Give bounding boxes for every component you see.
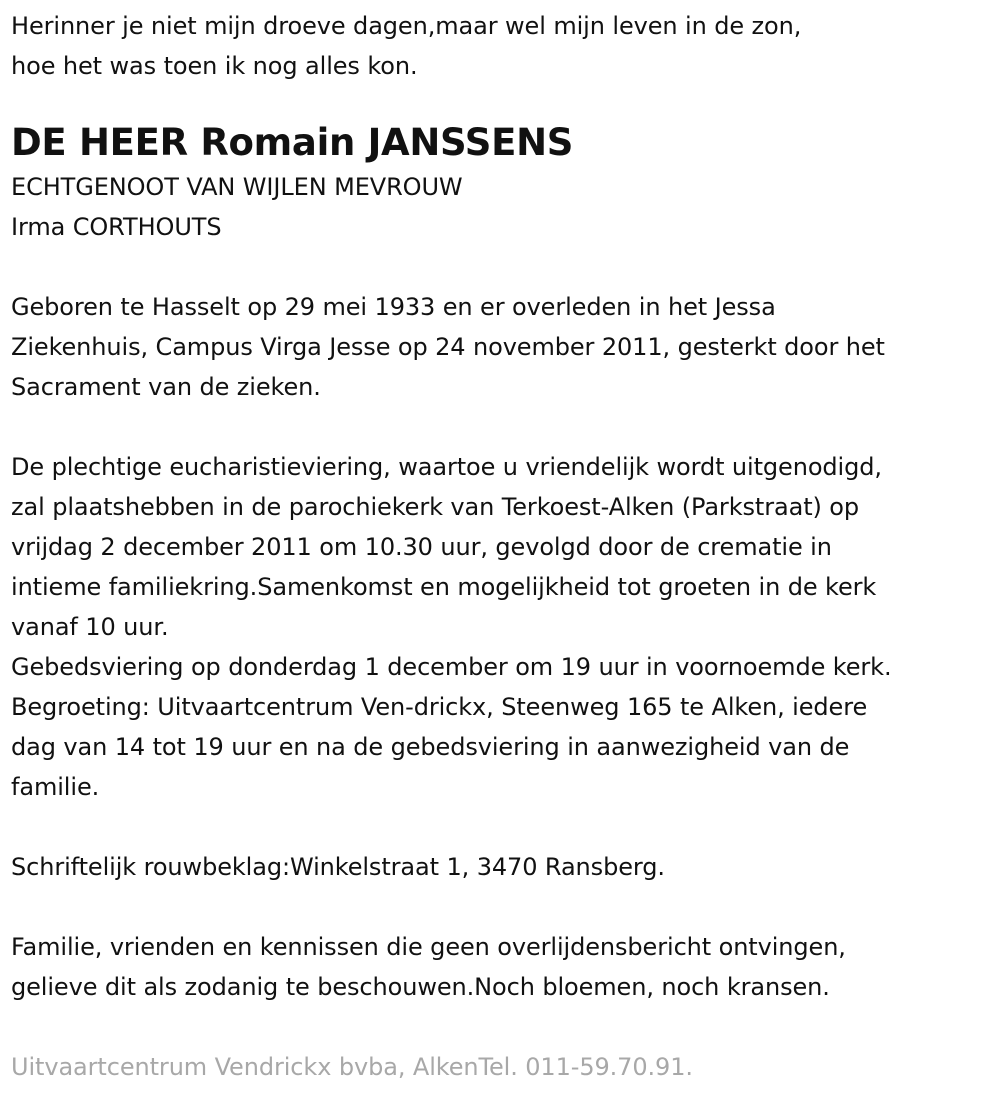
text-line: Ziekenhuis, Campus Virga Jesse op 24 november 2011, gesterkt door het xyxy=(11,333,885,361)
text-line: vrijdag 2 december 2011 om 10.30 uur, gevolgd door de crematie in xyxy=(11,533,832,561)
paragraph-gap xyxy=(11,887,996,927)
text-line: Gebedsviering op donderdag 1 december om 19 uur in voornoemde kerk. xyxy=(11,653,892,681)
text-line: Sacrament van de zieken. xyxy=(11,373,321,401)
text-line: De plechtige eucharistieviering, waartoe u vriendelijk wordt uitgenodigd, xyxy=(11,453,882,481)
ceremony-paragraph xyxy=(11,447,996,807)
paragraph-gap xyxy=(11,807,996,847)
paragraph-gap xyxy=(11,1007,996,1047)
text-line: gelieve dit als zodanig te beschouwen.Noch bloemen, noch kransen. xyxy=(11,973,830,1001)
quote-line: Herinner je niet mijn droeve dagen,maar wel mijn leven in de zon, xyxy=(11,12,802,40)
text-line: dag van 14 tot 19 uur en na de gebedsviering in aanwezigheid van de xyxy=(11,733,850,761)
text-line: Geboren te Hasselt op 29 mei 1933 en er overleden in het Jessa xyxy=(11,293,776,321)
memorial-quote xyxy=(11,6,996,86)
notice-paragraph xyxy=(11,927,996,1007)
obituary-notice xyxy=(11,0,996,1087)
condolence-paragraph xyxy=(11,847,996,887)
spouse-info xyxy=(11,167,996,247)
spouse-line: ECHTGENOOT VAN WIJLEN MEVROUW xyxy=(11,173,463,201)
text-line: vanaf 10 uur. xyxy=(11,613,169,641)
text-line: familie. xyxy=(11,773,100,801)
quote-line: hoe het was toen ik nog alles kon. xyxy=(11,52,418,80)
paragraph-gap xyxy=(11,407,996,447)
condolence-address: Schriftelijk rouwbeklag:Winkelstraat 1, 3470 Ransberg. xyxy=(11,853,665,881)
paragraph-gap xyxy=(11,247,996,287)
text-line: Begroeting: Uitvaartcentrum Ven-drickx, Steenweg 165 te Alken, iedere xyxy=(11,693,868,721)
text-line: Familie, vrienden en kennissen die geen overlijdensbericht ontvingen, xyxy=(11,933,846,961)
deceased-name: DE HEER Romain JANSSENS xyxy=(11,121,574,164)
funeral-home-footer: Uitvaartcentrum Vendrickx bvba, AlkenTel. 011-59.70.91. xyxy=(11,1053,693,1081)
text-line: zal plaatshebben in de parochiekerk van Terkoest-Alken (Parkstraat) op xyxy=(11,493,860,521)
spouse-name: Irma CORTHOUTS xyxy=(11,213,222,241)
birth-death-paragraph xyxy=(11,287,996,407)
text-line: intieme familiekring.Samenkomst en mogelijkheid tot groeten in de kerk xyxy=(11,573,877,601)
